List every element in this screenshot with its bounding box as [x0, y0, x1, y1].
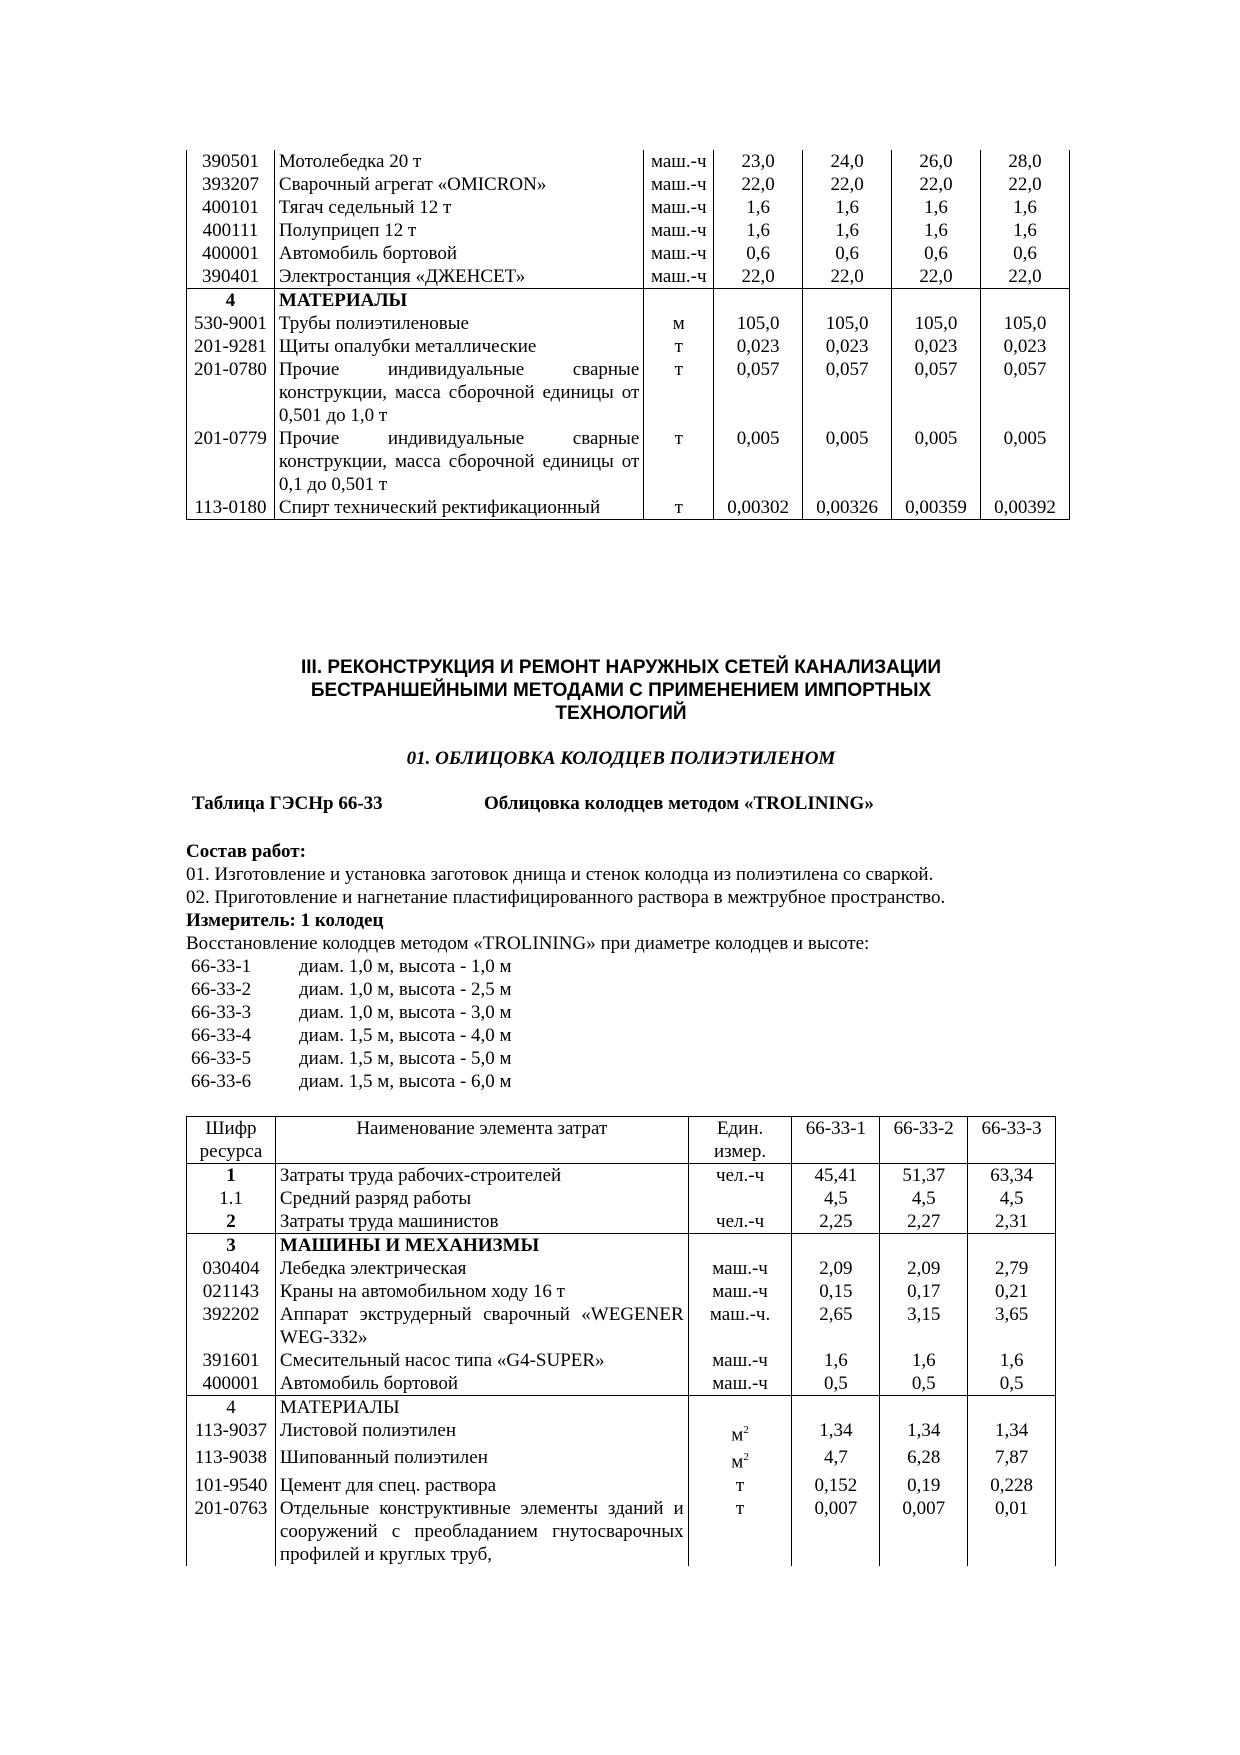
table-row: 391601 Смесительный насос типа «G4-SUPER» маш.-ч 1,6 1,6 1,6: [187, 1349, 1056, 1372]
table-resources-continuation: [186, 150, 1070, 520]
table-row: 393207 Сварочный агрегат «OMICRON» маш.-ч 22,0 22,0 22,0 22,0: [187, 173, 1070, 196]
table-row: 530-9001 Трубы полиэтиленовые м 105,0 105,0 105,0 105,0: [187, 312, 1070, 335]
table-caption-title: Облицовка колодцев методом «TROLINING»: [484, 793, 874, 814]
work-item-2: 02. Приготовление и нагнетание пластифицированного раствора в межтрубное пространство.: [186, 887, 946, 908]
section-row-materials: 4 МАТЕРИАЛЫ: [187, 289, 1070, 313]
measure: Измеритель: 1 колодец: [186, 910, 384, 931]
table-row: 113-9037 Листовой полиэтилен $м^2$ 1,34 1,34 1,34: [187, 1419, 1056, 1446]
work-title: Состав работ:: [186, 841, 306, 862]
table-row: 400001 Автомобиль бортовой маш.-ч 0,5 0,5 0,5: [187, 1372, 1056, 1396]
norm-code-list: [186, 955, 512, 1093]
table-row: 030404 Лебедка электрическая маш.-ч 2,09 2,09 2,79: [187, 1257, 1056, 1280]
table-row: 113-9038 Шипованный полиэтилен $м^2$ 4,7 6,28 7,87: [187, 1446, 1056, 1473]
table-gesnr-66-33: [186, 1116, 1056, 1566]
table-row: 1 Затраты труда рабочих-строителей чел.-ч 45,41 51,37 63,34: [187, 1164, 1056, 1188]
subsection-heading: 01. ОБЛИЦОВКА КОЛОДЦЕВ ПОЛИЭТИЛЕНОМ: [406, 748, 836, 769]
table-caption-id: Таблица ГЭСНр 66-33: [192, 793, 383, 814]
section-heading: III. РЕКОНСТРУКЦИЯ И РЕМОНТ НАРУЖНЫХ СЕТЕЙ КАНАЛИЗАЦИИ БЕСТРАНШЕЙНЫМИ МЕТОДАМИ С ПРИМЕНЕНИЕМ ИМПОРТНЫХ ТЕХНОЛОГИЙ: [300, 657, 942, 724]
table-row: 400101 Тягач седельный 12 т маш.-ч 1,6 1,6 1,6 1,6: [187, 196, 1070, 219]
list-item: 66-33-2 диам. 1,0 м, высота - 2,5 м: [191, 979, 512, 1000]
list-item: 66-33-6 диам. 1,5 м, высота - 6,0 м: [191, 1071, 512, 1092]
table-row: 400111 Полуприцеп 12 т маш.-ч 1,6 1,6 1,6 1,6: [187, 219, 1070, 242]
work-item-1: 01. Изготовление и установка заготовок днища и стенок колодца из полиэтилена со сваркой.: [186, 864, 934, 885]
table-row: 201-0779 Прочие индивидуальные сварные конструкции, масса сборочной единицы от 0,1 до 0,501 т т 0,005 0,005 0,005 0,005: [187, 427, 1070, 496]
work-intro: Восстановление колодцев методом «TROLINING» при диаметре колодцев и высоте:: [186, 933, 870, 954]
table-row: 400001 Автомобиль бортовой маш.-ч 0,6 0,6 0,6 0,6: [187, 242, 1070, 265]
table-row: 201-0780 Прочие индивидуальные сварные конструкции, масса сборочной единицы от 0,501 до 1,0 т т 0,057 0,057 0,057 0,057: [187, 358, 1070, 427]
table-row: 2 Затраты труда машинистов чел.-ч 2,25 2,27 2,31: [187, 1210, 1056, 1234]
table-row: 390501 Мотолебедка 20 т маш.-ч 23,0 24,0 26,0 28,0: [187, 150, 1070, 173]
section-row-machines: 3 МАШИНЫ И МЕХАНИЗМЫ: [187, 1234, 1056, 1258]
section-row-materials: 4 МАТЕРИАЛЫ: [187, 1396, 1056, 1420]
table-row: 201-0763 Отдельные конструктивные элементы зданий и сооружений с преобладанием гнутосварочных профилей и круглых труб, т 0,007 0,007 0,01: [187, 1497, 1056, 1566]
table-row: 392202 Аппарат экструдерный сварочный «WEGENER WEG-332» маш.-ч. 2,65 3,15 3,65: [187, 1303, 1056, 1349]
table-row: 101-9540 Цемент для спец. раствора т 0,152 0,19 0,228: [187, 1474, 1056, 1497]
table-row: 113-0180 Спирт технический ректификационный т 0,00302 0,00326 0,00359 0,00392: [187, 496, 1070, 520]
table-row: 390401 Электростанция «ДЖЕНСЕТ» маш.-ч 22,0 22,0 22,0 22,0: [187, 265, 1070, 289]
table-row: 1.1 Средний разряд работы 4,5 4,5 4,5: [187, 1187, 1056, 1210]
table-row: 201-9281 Щиты опалубки металлические т 0,023 0,023 0,023 0,023: [187, 335, 1070, 358]
list-item: 66-33-1 диам. 1,0 м, высота - 1,0 м: [191, 956, 512, 977]
list-item: 66-33-5 диам. 1,5 м, высота - 5,0 м: [191, 1048, 512, 1069]
table-row: 021143 Краны на автомобильном ходу 16 т маш.-ч 0,15 0,17 0,21: [187, 1280, 1056, 1303]
list-item: 66-33-3 диам. 1,0 м, высота - 3,0 м: [191, 1002, 512, 1023]
table-caption: [192, 792, 1072, 815]
list-item: 66-33-4 диам. 1,5 м, высота - 4,0 м: [191, 1025, 512, 1046]
table-header: Шифр ресурса Наименование элемента затрат Един. измер. 66-33-1 66-33-2 66-33-3: [187, 1117, 1056, 1164]
